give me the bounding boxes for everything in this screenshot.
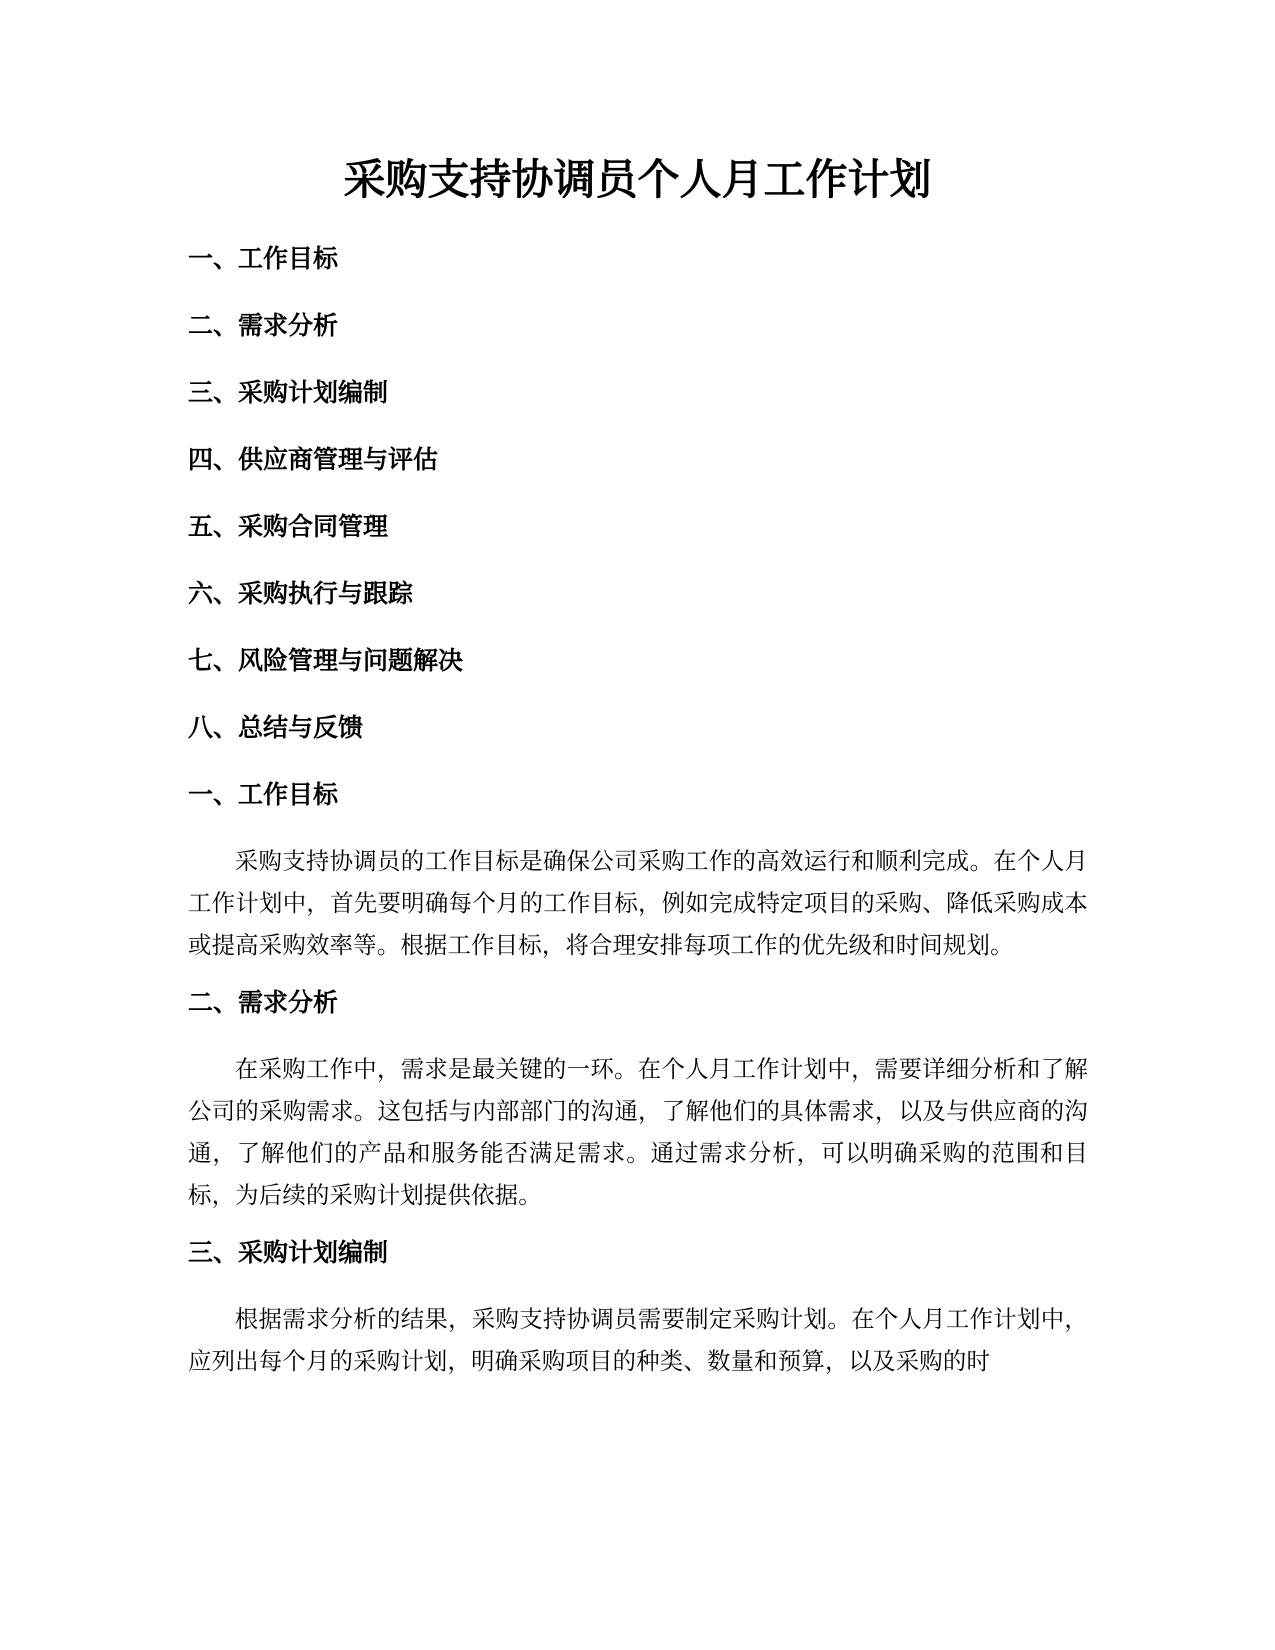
toc-item: 五、采购合同管理 xyxy=(188,512,389,541)
toc-item: 四、供应商管理与评估 xyxy=(188,445,439,474)
toc-item: 七、风险管理与问题解决 xyxy=(188,646,464,675)
toc-item: 三、采购计划编制 xyxy=(188,378,389,407)
section-procurement-plan xyxy=(188,1238,1088,1382)
section-heading: 一、工作目标 xyxy=(188,780,339,809)
section-heading: 三、采购计划编制 xyxy=(188,1238,389,1267)
section-demand-analysis xyxy=(188,988,1088,1216)
document-title: 采购支持协调员个人月工作计划 xyxy=(343,155,932,204)
section-heading: 二、需求分析 xyxy=(188,988,339,1017)
toc-item: 二、需求分析 xyxy=(188,311,339,340)
toc-item: 一、工作目标 xyxy=(188,244,339,273)
section-paragraph: 采购支持协调员的工作目标是确保公司采购工作的高效运行和顺利完成。在个人月工作计划中，首先要明确每个月的工作目标，例如完成特定项目的采购、降低采购成本或提高采购效率等。根据工作目标，将合理安排每项工作的优先级和时间规划。 xyxy=(188,847,1088,959)
section-paragraph: 根据需求分析的结果，采购支持协调员需要制定采购计划。在个人月工作计划中，应列出每个月的采购计划，明确采购项目的种类、数量和预算，以及采购的时 xyxy=(188,1305,1088,1375)
toc-item: 六、采购执行与跟踪 xyxy=(188,579,414,608)
section-work-goals xyxy=(188,780,1088,966)
toc-item: 八、总结与反馈 xyxy=(188,713,364,742)
document-body xyxy=(188,780,1088,1404)
section-paragraph: 在采购工作中，需求是最关键的一环。在个人月工作计划中，需要详细分析和了解公司的采购需求。这包括与内部部门的沟通，了解他们的具体需求，以及与供应商的沟通，了解他们的产品和服务能否满足需求。通过需求分析，可以明确采购的范围和目标，为后续的采购计划提供依据。 xyxy=(188,1055,1088,1209)
table-of-contents xyxy=(188,244,1088,780)
